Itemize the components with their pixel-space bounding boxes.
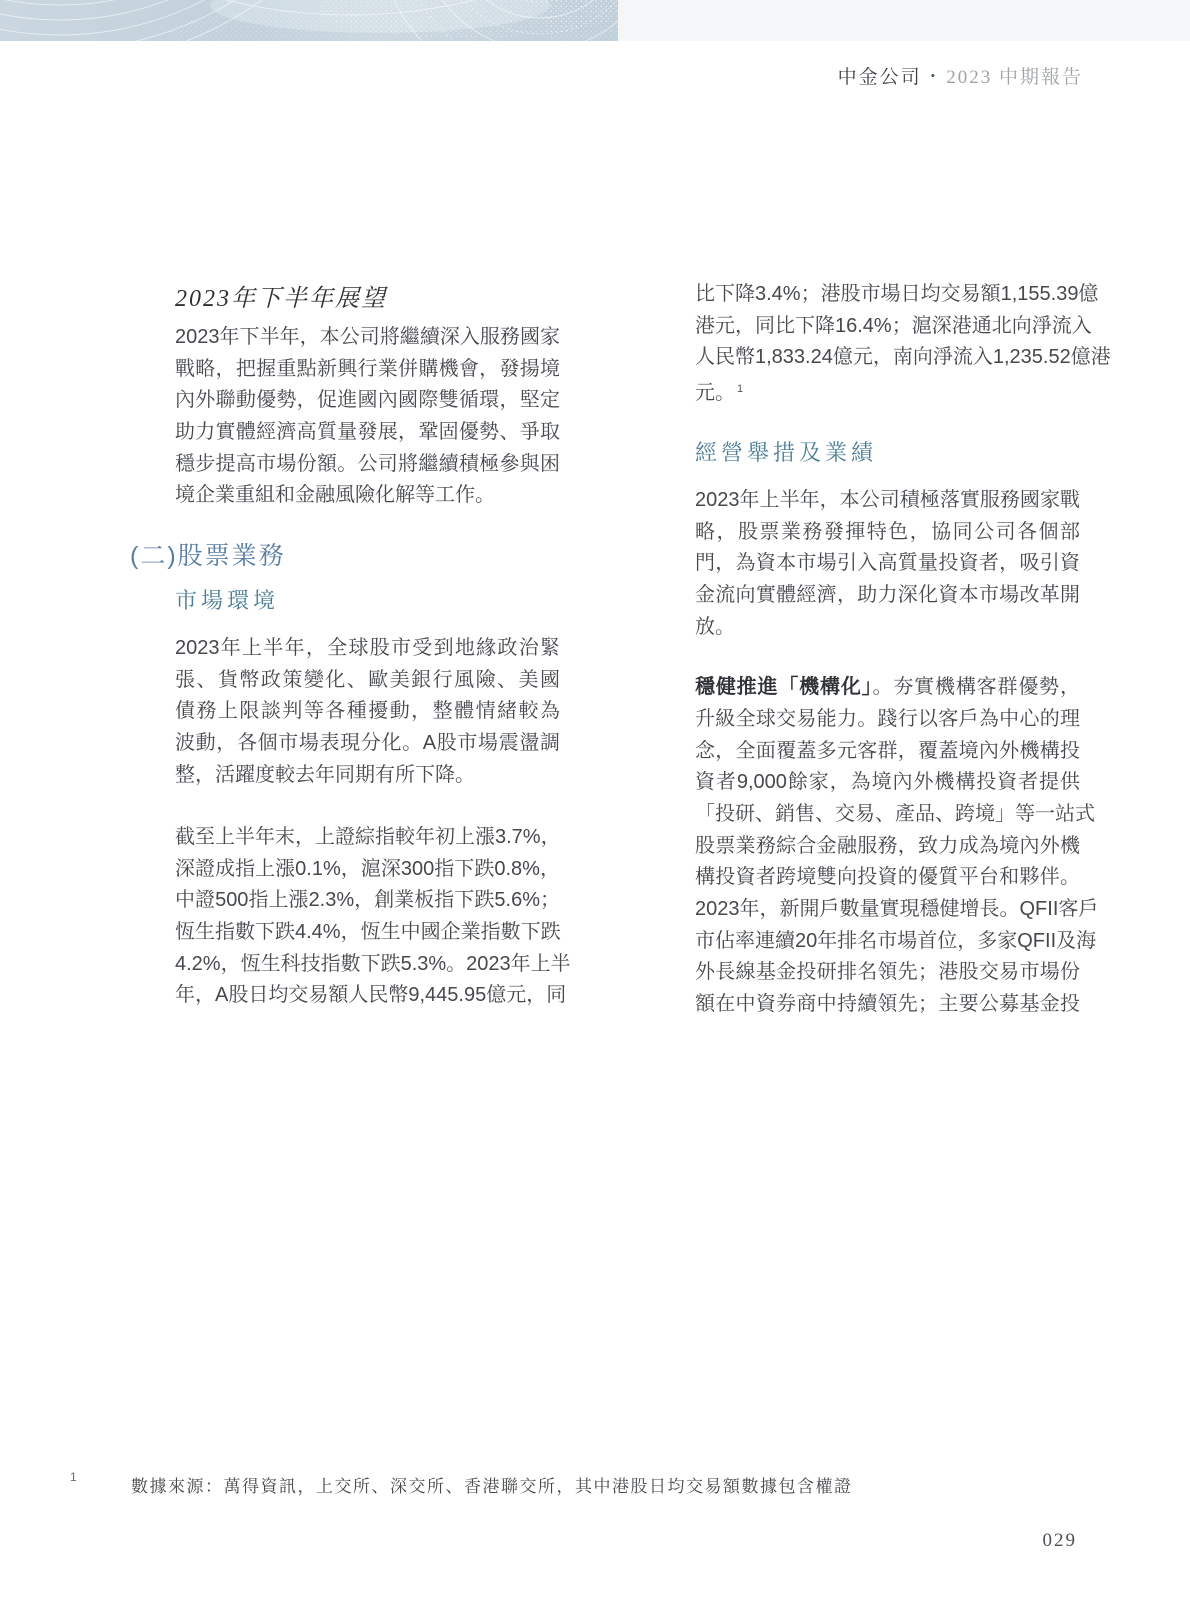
text-line: 中證500指上漲2.3%，創業板指下跌5.6%；	[175, 889, 560, 912]
text-line: 整，活躍度較去年同期有所下降。	[175, 763, 475, 786]
text-line: 穩步提高市場份額。公司將繼續積極參與困	[175, 452, 560, 475]
outlook-heading: 2023年下半年展望	[175, 286, 387, 312]
text-line: 助力實體經濟高質量發展，鞏固優勢、爭取	[175, 420, 560, 443]
text-line: 門，為資本市場引入高質量投資者，吸引資	[695, 552, 1080, 575]
running-header	[838, 62, 1083, 89]
text-line: 「投研、銷售、交易、產品、跨境」等一站式	[695, 802, 1095, 825]
text-line: 境企業重組和金融風險化解等工作。	[175, 484, 495, 507]
report-title: 2023 中期報告	[946, 67, 1083, 88]
operations-paragraph	[695, 485, 1080, 643]
text-line: 4.2%，恆生科技指數下跌5.3%。2023年上半	[175, 952, 571, 975]
text-line: 張、貨幣政策變化、歐美銀行風險、美國	[175, 668, 560, 691]
text-line: 深證成指上漲0.1%，滬深300指下跌0.8%，	[175, 857, 560, 880]
market-environment-heading: 市場環境	[175, 588, 280, 613]
text-line: 人民幣1,833.24億元，南向淨流入1,235.52億港	[695, 346, 1111, 369]
text-line	[695, 672, 1080, 704]
text-line: 港元，同比下降16.4%；滬深港通北向淨流入	[695, 314, 1092, 337]
banner-waves-art	[0, 0, 618, 41]
carryover-last-text: 元。	[695, 382, 735, 404]
separator-dot-icon: •	[930, 68, 938, 83]
text-line: 恆生指數下跌4.4%，恆生中國企業指數下跌	[175, 920, 561, 943]
carryover-paragraph	[695, 279, 1111, 374]
text-line: 升級全球交易能力。踐行以客戶為中心的理	[695, 708, 1080, 730]
outlook-paragraph	[175, 322, 560, 512]
text-line: 2023年，新開戶數量實現穩健增長。QFII客戶	[695, 897, 1099, 920]
text-line: 外長線基金投研排名領先；港股交易市場份	[695, 961, 1080, 984]
text-line: 金流向實體經濟，助力深化資本市場改革開	[695, 583, 1080, 606]
market-environment-paragraph	[175, 633, 560, 791]
section-heading-equities: (二)股票業務	[130, 542, 286, 570]
text-line: 債務上限談判等各種擾動，整體情緒較為	[175, 700, 560, 723]
text-line: 比下降3.4%；港股市場日均交易額1,155.39億	[695, 283, 1099, 305]
operations-results-heading: 經營舉措及業績	[695, 440, 878, 465]
text-line	[695, 374, 1080, 410]
institutional-paragraph	[695, 704, 1099, 1021]
institutional-bold-leadin: 穩健推進「機構化」	[695, 676, 873, 698]
text-line: 截至上半年末，上證綜指較年初上漲3.7%，	[175, 826, 561, 848]
text-line: 放。	[695, 615, 735, 638]
text-line: 戰略，把握重點新興行業併購機會，發揚境	[175, 357, 560, 380]
page-number: 029	[1042, 1530, 1077, 1551]
indices-paragraph	[175, 822, 571, 1012]
text-line: 念，全面覆蓋多元客群，覆蓋境內外機構投	[695, 739, 1080, 762]
text-line: 額在中資券商中持續領先；主要公募基金投	[695, 992, 1080, 1015]
carryover-last-line	[695, 374, 1080, 410]
institutional-lead-line	[695, 672, 1080, 704]
text-line: 資者9,000餘家，為境內外機構投資者提供	[695, 771, 1080, 794]
footnote-marker: 1	[70, 1470, 77, 1484]
institutional-lead-rest: 。夯實機構客群優勢，	[872, 676, 1080, 698]
footnote-reference: 1	[737, 383, 744, 395]
footnote-text: 數據來源：萬得資訊，上交所、深交所、香港聯交所，其中港股日均交易額數據包含權證	[131, 1477, 853, 1496]
text-line: 市佔率連續20年排名市場首位，多家QFII及海	[695, 929, 1097, 952]
text-line: 年，A股日均交易額人民幣9,445.95億元，同	[175, 984, 567, 1007]
banner-strip	[618, 0, 1190, 41]
text-line: 股票業務綜合金融服務，致力成為境內外機	[695, 834, 1080, 857]
text-line: 波動，各個市場表現分化。A股市場震盪調	[175, 731, 560, 754]
text-line: 2023年上半年，本公司積極落實服務國家戰	[695, 489, 1080, 511]
text-line: 構投資者跨境雙向投資的優質平台和夥伴。	[695, 866, 1080, 889]
text-line: 2023年上半年，全球股市受到地緣政治緊	[175, 637, 560, 659]
text-line: 略，股票業務發揮特色，協同公司各個部	[695, 520, 1080, 543]
text-line: 內外聯動優勢，促進國內國際雙循環，堅定	[175, 389, 560, 412]
text-line: 2023年下半年，本公司將繼續深入服務國家	[175, 326, 560, 348]
company-name: 中金公司	[837, 67, 922, 88]
